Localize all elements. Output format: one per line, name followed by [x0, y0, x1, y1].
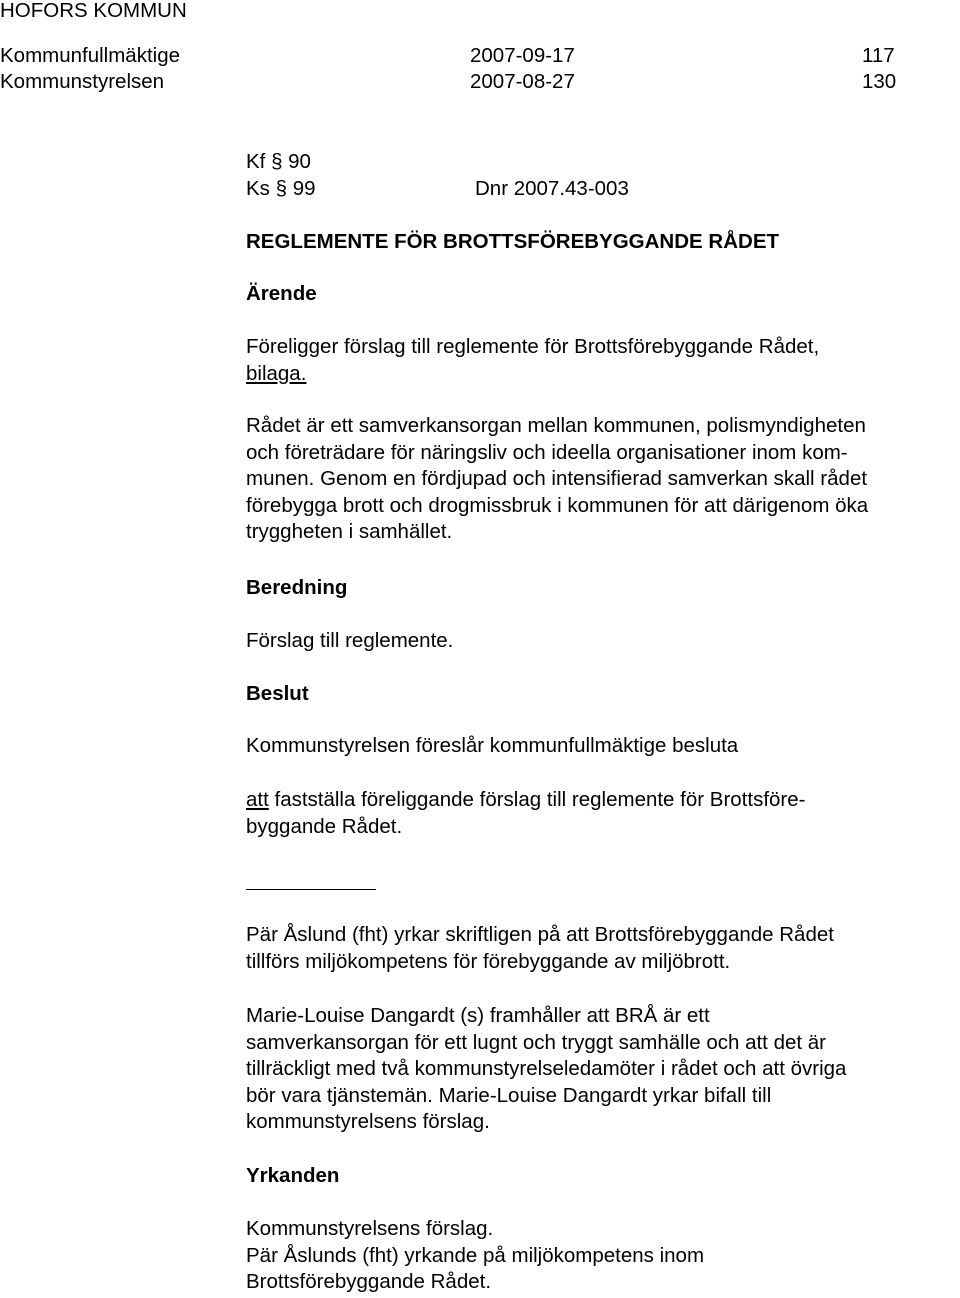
- meeting-number: 130: [862, 70, 897, 93]
- beslut-text: Kommunstyrelsen föreslår kommunfullmäktige besluta: [246, 734, 739, 757]
- text-line: förebygga brott och drogmissbruk i kommunen för att därigenom öka: [246, 493, 869, 517]
- text-line: tryggheten i samhället.: [246, 520, 453, 543]
- discussion-paragraph-2: [246, 1003, 958, 1136]
- arende-paragraph-2: [246, 413, 958, 546]
- text-line: Pär Åslund (fht) yrkar skriftligen på att Brottsförebyggande Rådet: [246, 923, 834, 946]
- organization-name: HOFORS KOMMUN: [0, 0, 187, 22]
- text-line: och företrädare för näringsliv och ideella organisationer inom kom-: [246, 440, 848, 464]
- text-line: Brottsförebyggande Rådet.: [246, 1270, 492, 1293]
- separator-line: [246, 889, 376, 890]
- text-line: Rådet är ett samverkansorgan mellan kommunen, polismyndigheten: [246, 414, 866, 437]
- meeting-body: Kommunstyrelsen: [0, 70, 165, 93]
- attachment-link[interactable]: bilaga.: [246, 361, 307, 385]
- beslut-att-clause: [246, 787, 958, 840]
- ks-paragraph: Ks § 99: [246, 177, 316, 200]
- arende-paragraph-1: [246, 334, 958, 387]
- text-line: tillförs miljökompetens för förebyggande av miljöbrott.: [246, 949, 731, 973]
- text-line: Marie-Louise Dangardt (s) framhåller att BRÅ är ett: [246, 1004, 710, 1027]
- meeting-number: 117: [862, 44, 895, 67]
- text-line: tillräckligt med två kommunstyrelseledamöter i rådet och att övriga: [246, 1057, 847, 1080]
- section-heading-beredning: Beredning: [246, 576, 348, 599]
- section-heading-yrkanden: Yrkanden: [246, 1164, 340, 1187]
- text-line: munen. Genom en fördjupad och intensifierad samverkan skall rådet: [246, 467, 868, 490]
- document-title: REGLEMENTE FÖR BROTTSFÖREBYGGANDE RÅDET: [246, 230, 780, 253]
- meeting-date: 2007-09-17: [470, 44, 575, 67]
- discussion-paragraph-1: [246, 922, 958, 975]
- text-line: samverkansorgan för ett lugnt och tryggt samhälle och att det är: [246, 1030, 826, 1054]
- att-keyword: att: [246, 788, 269, 811]
- meeting-date: 2007-08-27: [470, 70, 575, 93]
- text-line: bör vara tjänstemän. Marie-Louise Dangardt yrkar bifall till: [246, 1083, 772, 1107]
- section-heading-arende: Ärende: [246, 282, 317, 305]
- beredning-text: Förslag till reglemente.: [246, 629, 454, 652]
- text-line: Pär Åslunds (fht) yrkande på miljökompetens inom: [246, 1243, 705, 1267]
- section-heading-beslut: Beslut: [246, 682, 309, 705]
- text-line: kommunstyrelsens förslag.: [246, 1110, 490, 1133]
- yrkanden-list: [246, 1216, 958, 1296]
- text-line: Föreligger förslag till reglemente för Brottsförebyggande Rådet,: [246, 335, 820, 358]
- meeting-body: Kommunfullmäktige: [0, 44, 181, 67]
- dnr-number: Dnr 2007.43-003: [475, 177, 629, 200]
- text-line: Kommunstyrelsens förslag.: [246, 1217, 494, 1240]
- att-text: fastställa föreliggande förslag till reglemente för Brottsföre-: [268, 788, 806, 811]
- kf-paragraph: Kf § 90: [246, 150, 311, 173]
- text-line: byggande Rådet.: [246, 814, 403, 838]
